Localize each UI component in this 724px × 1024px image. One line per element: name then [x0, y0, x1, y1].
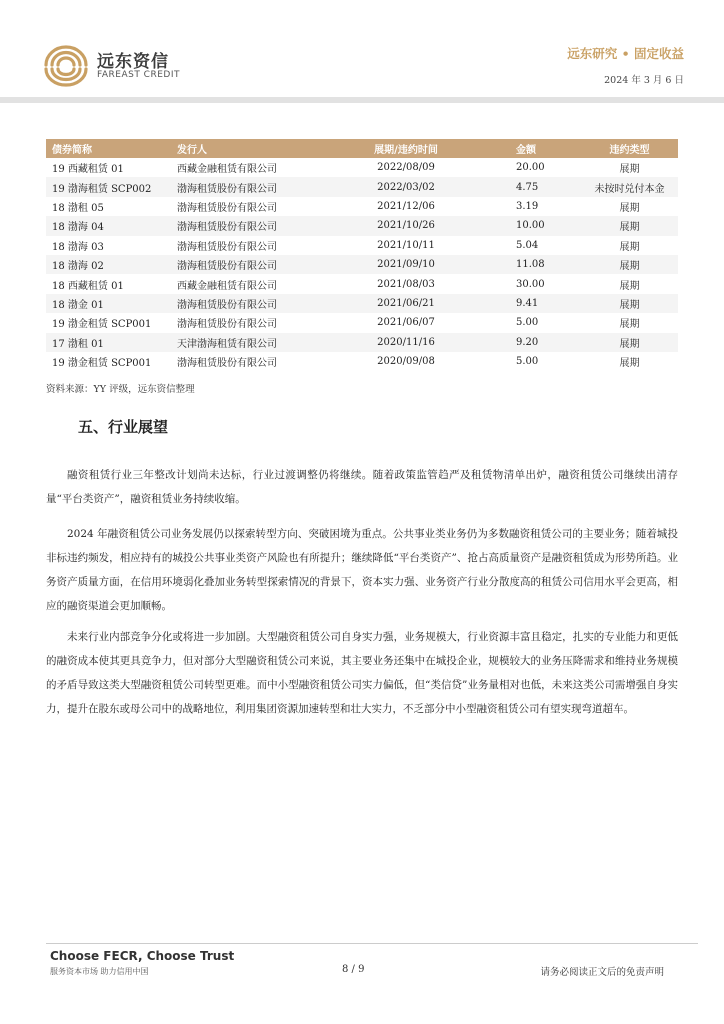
default-type-cell: 展期 — [581, 158, 678, 177]
bond-name-cell: 18 渤海 04 — [46, 216, 171, 235]
body-paragraph: 未来行业内部竞争分化或将进一步加剧。大型融资租赁公司自身实力强，业务规模大，行业资源丰富且稳定，扎实的专业能力和更低的融资成本使其更具竞争力，但对部分大型融资租赁公司来说，其主要业务还集中在城投企业，规模较大的业务压降需求和维持业务规模的矛盾导致这类大型融资租赁公司转型更难。而中小型融资租赁公司实力偏低，但“类信贷”业务量相对也低，未来这类公司需增强自身实力，提升在股东或母公司中的战略地位，利用集团资源加速转型和壮大实力，不乏部分中小型融资租赁公司有望实现弯道超车。 — [46, 630, 678, 715]
table-row — [46, 158, 678, 177]
column-header: 债券简称 — [46, 139, 171, 158]
default-date-cell: 2021/09/10 — [326, 255, 486, 274]
footer-subslogan: 服务资本市场 助力信用中国 — [50, 967, 149, 976]
issuer-cell: 渤海租赁股份有限公司 — [171, 197, 326, 216]
default-type-cell: 展期 — [581, 294, 678, 313]
column-header: 违约类型 — [581, 139, 678, 158]
amount-cell: 30.00 — [486, 274, 581, 293]
table-row — [46, 255, 678, 274]
default-type-cell: 展期 — [581, 255, 678, 274]
issuer-cell: 渤海租赁股份有限公司 — [171, 216, 326, 235]
default-date-cell: 2022/03/02 — [326, 177, 486, 196]
header-divider-bar — [0, 97, 724, 103]
default-date-cell: 2020/09/08 — [326, 352, 486, 371]
body-paragraph: 融资租赁行业三年整改计划尚未达标，行业过渡调整仍将继续。随着政策监管趋严及租赁物清单出炉，融资租赁公司继续出清存量“平台类资产”，融资租赁业务持续收缩。 — [46, 468, 678, 505]
default-type-cell: 展期 — [581, 216, 678, 235]
page-header — [0, 0, 724, 104]
amount-cell: 5.00 — [486, 352, 581, 371]
bond-name-cell: 19 渤金租赁 SCP001 — [46, 352, 171, 371]
table-row — [46, 197, 678, 216]
report-date: 2024 年 3 月 6 日 — [604, 75, 684, 86]
bond-name-cell: 18 渤租 05 — [46, 197, 171, 216]
default-date-cell: 2021/10/26 — [326, 216, 486, 235]
bond-name-cell: 18 西藏租赁 01 — [46, 274, 171, 293]
table-header-row — [46, 139, 678, 158]
issuer-cell: 渤海租赁股份有限公司 — [171, 313, 326, 332]
default-type-cell: 展期 — [581, 333, 678, 352]
bond-name-cell: 18 渤海 02 — [46, 255, 171, 274]
default-type-cell: 未按时兑付本金 — [581, 177, 678, 196]
default-date-cell: 2021/06/07 — [326, 313, 486, 332]
issuer-cell: 西藏金融租赁有限公司 — [171, 274, 326, 293]
amount-cell: 20.00 — [486, 158, 581, 177]
default-date-cell: 2020/11/16 — [326, 333, 486, 352]
amount-cell: 5.04 — [486, 236, 581, 255]
footer-divider — [46, 943, 698, 944]
issuer-cell: 渤海租赁股份有限公司 — [171, 294, 326, 313]
default-date-cell: 2021/10/11 — [326, 236, 486, 255]
default-date-cell: 2022/08/09 — [326, 158, 486, 177]
column-header: 发行人 — [171, 139, 326, 158]
page-number: 8 / 9 — [342, 964, 365, 975]
table-row — [46, 177, 678, 196]
logo-chinese-name: 远东资信 — [97, 52, 169, 72]
footer-slogan: Choose FECR, Choose Trust — [50, 949, 235, 963]
column-header: 金额 — [486, 139, 581, 158]
amount-cell: 4.75 — [486, 177, 581, 196]
issuer-cell: 渤海租赁股份有限公司 — [171, 352, 326, 371]
default-date-cell: 2021/06/21 — [326, 294, 486, 313]
table-row — [46, 216, 678, 235]
default-type-cell: 展期 — [581, 274, 678, 293]
default-type-cell: 展期 — [581, 313, 678, 332]
amount-cell: 11.08 — [486, 255, 581, 274]
bond-default-table — [46, 139, 678, 371]
amount-cell: 9.20 — [486, 333, 581, 352]
default-date-cell: 2021/08/03 — [326, 274, 486, 293]
default-type-cell: 展期 — [581, 352, 678, 371]
issuer-cell: 渤海租赁股份有限公司 — [171, 255, 326, 274]
amount-cell: 10.00 — [486, 216, 581, 235]
bond-name-cell: 18 渤金 01 — [46, 294, 171, 313]
table-row — [46, 313, 678, 332]
table-row — [46, 236, 678, 255]
default-type-cell: 展期 — [581, 197, 678, 216]
default-date-cell: 2021/12/06 — [326, 197, 486, 216]
table-row — [46, 274, 678, 293]
footer-disclaimer: 请务必阅读正文后的免责声明 — [540, 967, 664, 978]
bond-name-cell: 19 西藏租赁 01 — [46, 158, 171, 177]
bond-name-cell: 19 渤海租赁 SCP002 — [46, 177, 171, 196]
table-row — [46, 333, 678, 352]
amount-cell: 5.00 — [486, 313, 581, 332]
table-source-note: 资料来源：YY 评级，远东资信整理 — [46, 384, 195, 395]
issuer-cell: 西藏金融租赁有限公司 — [171, 158, 326, 177]
issuer-cell: 渤海租赁股份有限公司 — [171, 236, 326, 255]
table-row — [46, 294, 678, 313]
amount-cell: 9.41 — [486, 294, 581, 313]
issuer-cell: 渤海租赁股份有限公司 — [171, 177, 326, 196]
report-category-title: 远东研究 • 固定收益 — [567, 46, 684, 61]
default-type-cell: 展期 — [581, 236, 678, 255]
logo-english-name: FAREAST CREDIT — [97, 70, 180, 80]
column-header: 展期/违约时间 — [326, 139, 486, 158]
fareast-credit-logo-icon — [40, 43, 92, 87]
bond-name-cell: 17 渤租 01 — [46, 333, 171, 352]
section-heading: 五、行业展望 — [78, 418, 169, 436]
body-paragraph: 2024 年融资租赁公司业务发展仍以探索转型方向、突破困境为重点。公共事业类业务仍为多数融资租赁公司的主要业务；随着城投非标违约频发，相应持有的城投公共事业类资产风险也有所提升；继续降低“平台类资产”、抢占高质量资产是融资租赁成为形势所趋。业务资产质量方面，在信用环境弱化叠加业务转型探索情况的背景下，资本实力强、业务资产行业分散度高的租赁公司信用水平会更高，相应的融资渠道会更加顺畅。 — [46, 527, 678, 612]
bond-name-cell: 19 渤金租赁 SCP001 — [46, 313, 171, 332]
issuer-cell: 天津渤海租赁有限公司 — [171, 333, 326, 352]
bond-name-cell: 18 渤海 03 — [46, 236, 171, 255]
table-row — [46, 352, 678, 371]
amount-cell: 3.19 — [486, 197, 581, 216]
